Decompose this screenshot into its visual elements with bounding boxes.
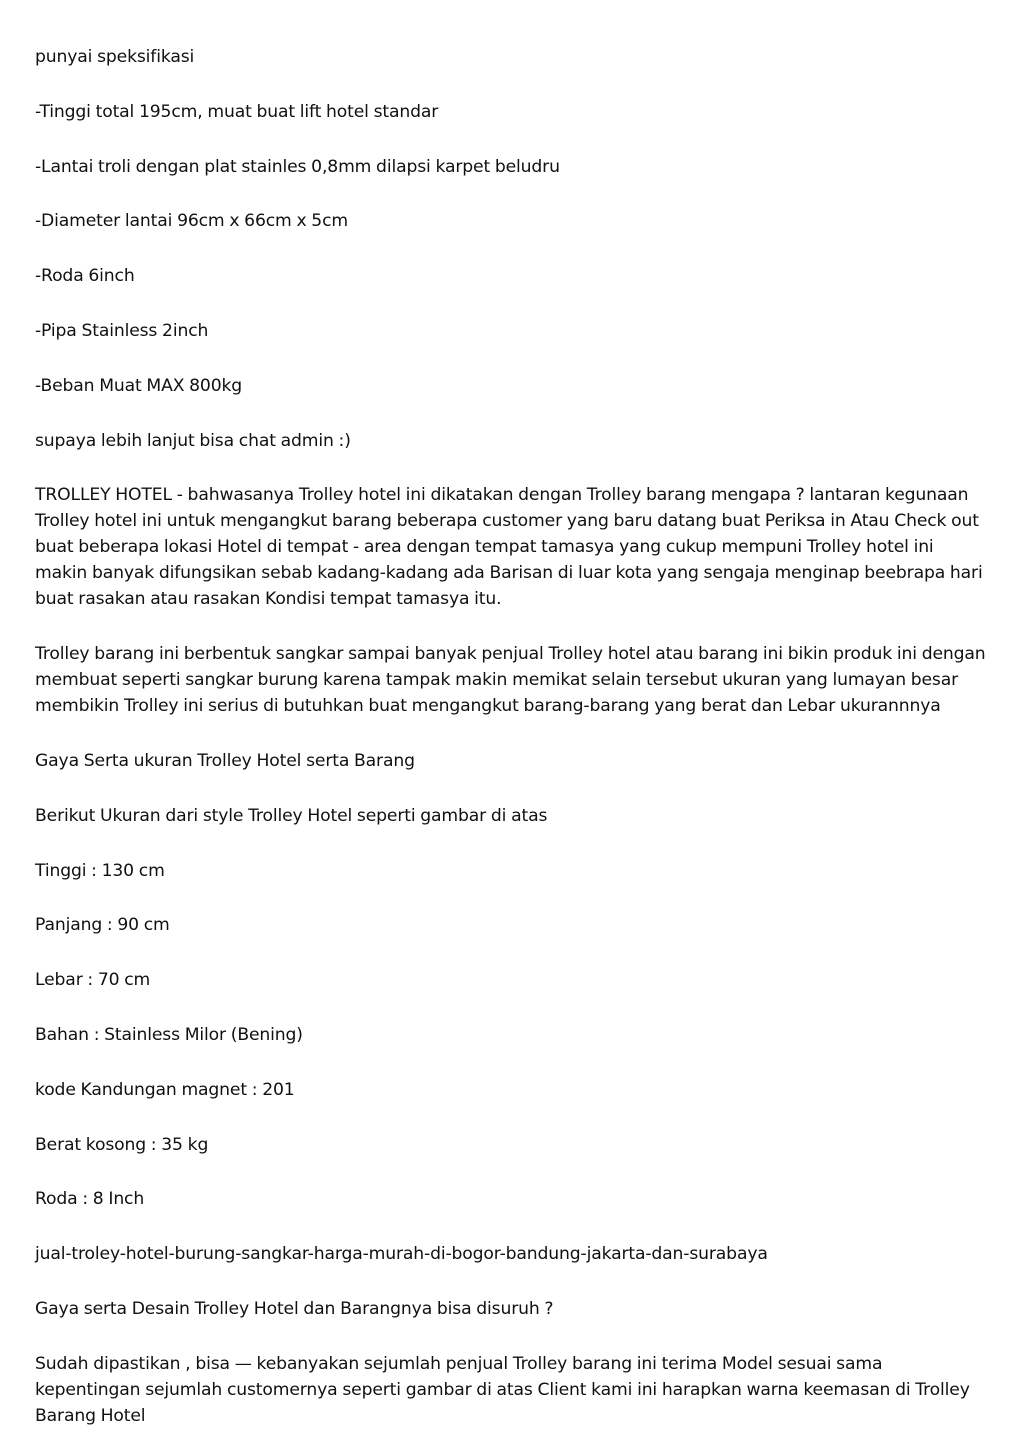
size-width-text: Lebar : 70 cm [35,970,151,991]
spec-pipe-text: -Pipa Stainless 2inch [35,320,209,341]
spec-intro-text: punyai speksifikasi [35,47,195,67]
size-height-text: Tinggi : 130 cm [35,860,165,881]
slug-text: jual-troley-hotel-burung-sangkar-harga-murah-di-bogor-bandung-jakarta-dan-surabaya [35,1244,768,1265]
design-question-heading: Gaya serta Desain Trolley Hotel dan Barangnya bisa disuruh ? [35,1298,554,1319]
design-answer-paragraph: Sudah dipastikan , bisa — kebanyakan sejumlah penjual Trolley barang ini terima Model sesuai sama kepentingan sejumlah customernya seperti gambar di atas Client kami ini harapkan warna keemasan di Trolley Barang Hotel [35,1353,970,1426]
spec-wheel-text: -Roda 6inch [35,266,135,287]
trolley-barang-paragraph: Trolley barang ini berbentuk sangkar sampai banyak penjual Trolley hotel atau barang ini bikin produk ini dengan membuat seperti sangkar burung karena tampak makin memikat selain tersebut ukuran yang lumayan besar membikin Trolley ini serius di butuhkan buat mengangkut barang-barang yang berat dan Lebar ukurannnya [35,644,986,717]
magnet-code-text: kode Kandungan magnet : 201 [35,1079,295,1100]
wheel-size-text: Roda : 8 Inch [35,1189,145,1210]
empty-weight-text: Berat kosong : 35 kg [35,1134,209,1155]
section-heading-style-size: Gaya Serta ukuran Trolley Hotel serta Barang [35,750,415,771]
spec-height-text: -Tinggi total 195cm, muat buat lift hotel standar [35,101,439,122]
contact-admin-text: supaya lebih lanjut bisa chat admin :) [35,430,351,451]
spec-floor-text: -Lantai troli dengan plat stainles 0,8mm dilapsi karpet beludru [35,156,560,177]
size-intro-text: Berikut Ukuran dari style Trolley Hotel seperti gambar di atas [35,805,548,826]
size-length-text: Panjang : 90 cm [35,915,170,936]
spec-diameter-text: -Diameter lantai 96cm x 66cm x 5cm [35,211,348,232]
spec-load-text: -Beban Muat MAX 800kg [35,375,243,396]
material-text: Bahan : Stainless Milor (Bening) [35,1024,303,1045]
trolley-hotel-paragraph: TROLLEY HOTEL - bahwasanya Trolley hotel ini dikatakan dengan Trolley barang mengapa ? lantaran kegunaan Trolley hotel ini untuk mengangkut barang beberapa customer yang baru datang buat Periksa in Atau Check out buat beberapa lokasi Hotel di tempat - area dengan tempat tamasya yang cukup mempuni Trolley hotel ini makin banyak difungsikan sebab kadang-kadang ada Barisan di luar kota yang sengaja menginap beebrapa hari buat rasakan atau rasakan Kondisi tempat tamasya itu. [35,485,983,610]
